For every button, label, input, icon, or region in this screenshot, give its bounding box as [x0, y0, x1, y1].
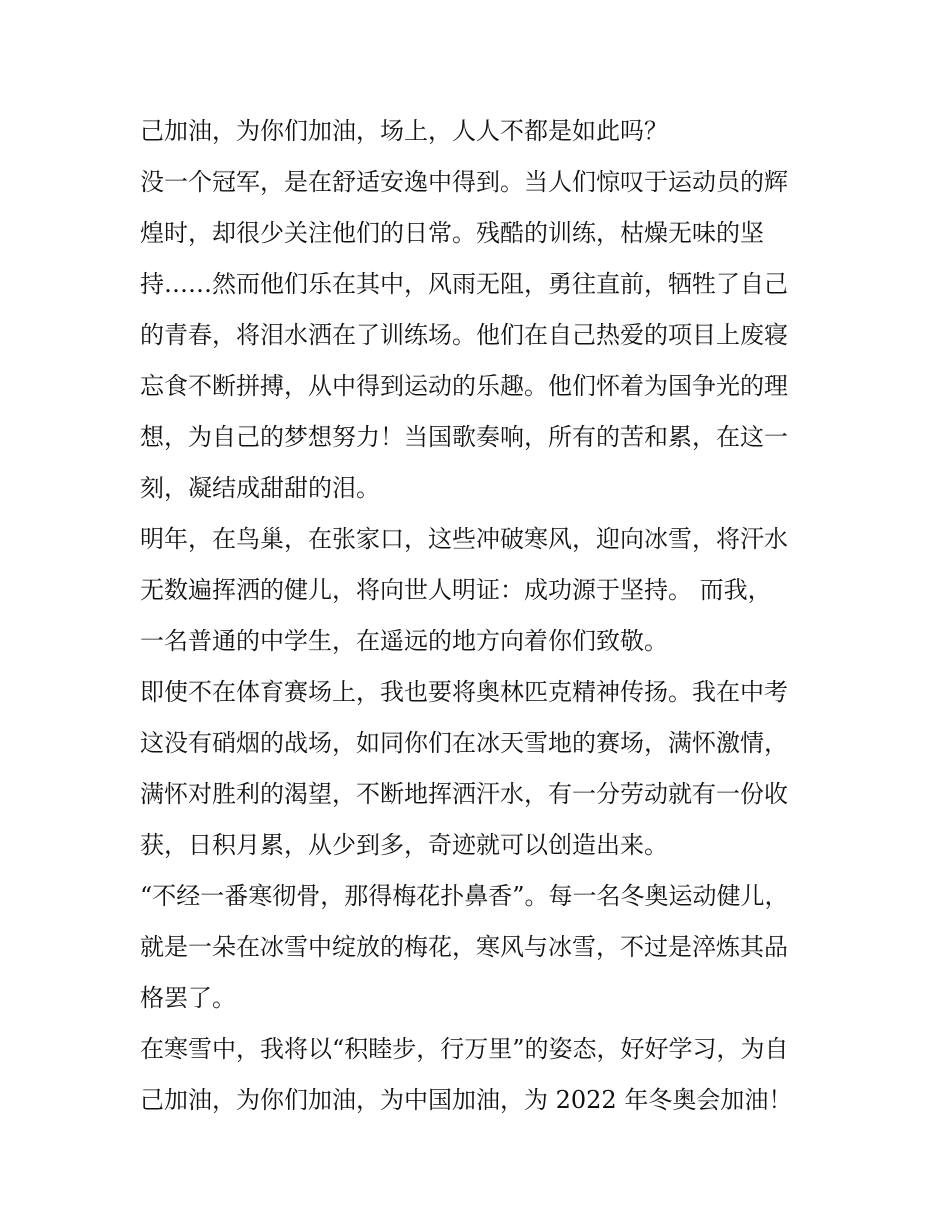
text-line: 没一个冠军，是在舒适安逸中得到。当人们惊叹于运动员的辉	[140, 168, 788, 196]
text-line: “不经一番寒彻骨，那得梅花扑鼻香”。每一名冬奥运动健儿，	[140, 882, 789, 910]
text-line: 无数遍挥洒的健儿，将向世人明证：成功源于坚持。 而我，	[140, 576, 772, 604]
text-line: 己加油，为你们加油，场上，人人不都是如此吗？	[140, 117, 668, 145]
text-line: 的青春，将泪水洒在了训练场。他们在自己热爱的项目上废寝	[140, 321, 788, 349]
text-line: 一名普通的中学生，在遥远的地方向着你们致敬。	[140, 627, 668, 655]
text-line: 这没有硝烟的战场，如同你们在冰天雪地的赛场，满怀激情，	[140, 729, 788, 757]
text-line: 刻，凝结成甜甜的泪。	[140, 474, 380, 502]
text-line: 持……然而他们乐在其中，风雨无阻，勇往直前，牺牲了自己	[140, 270, 788, 298]
text-line: 在寒雪中，我将以“积睦步，行万里”的姿态，好好学习，为自	[140, 1035, 789, 1063]
essay-text	[140, 106, 840, 1126]
text-line: 想，为自己的梦想努力！当国歌奏响，所有的苦和累，在这一	[140, 423, 788, 451]
text-line: 即使不在体育赛场上，我也要将奥林匹克精神传扬。我在中考	[140, 678, 788, 706]
text-line: 获，日积月累，从少到多，奇迹就可以创造出来。	[140, 831, 668, 859]
text-line: 忘食不断拼搏，从中得到运动的乐趣。他们怀着为国争光的理	[140, 372, 788, 400]
text-line: 格罢了。	[140, 984, 236, 1012]
text-line: 满怀对胜利的渴望，不断地挥洒汗水，有一分劳动就有一份收	[140, 780, 788, 808]
text-line: 煌时，却很少关注他们的日常。残酷的训练，枯燥无味的坚	[140, 219, 764, 247]
text-line: 就是一朵在冰雪中绽放的梅花，寒风与冰雪，不过是淬炼其品	[140, 933, 788, 961]
text-line: 明年，在鸟巢，在张家口，这些冲破寒风，迎向冰雪，将汗水	[140, 525, 788, 553]
text-line: 己加油，为你们加油，为中国加油，为 2022 年冬奥会加油！	[140, 1086, 793, 1114]
